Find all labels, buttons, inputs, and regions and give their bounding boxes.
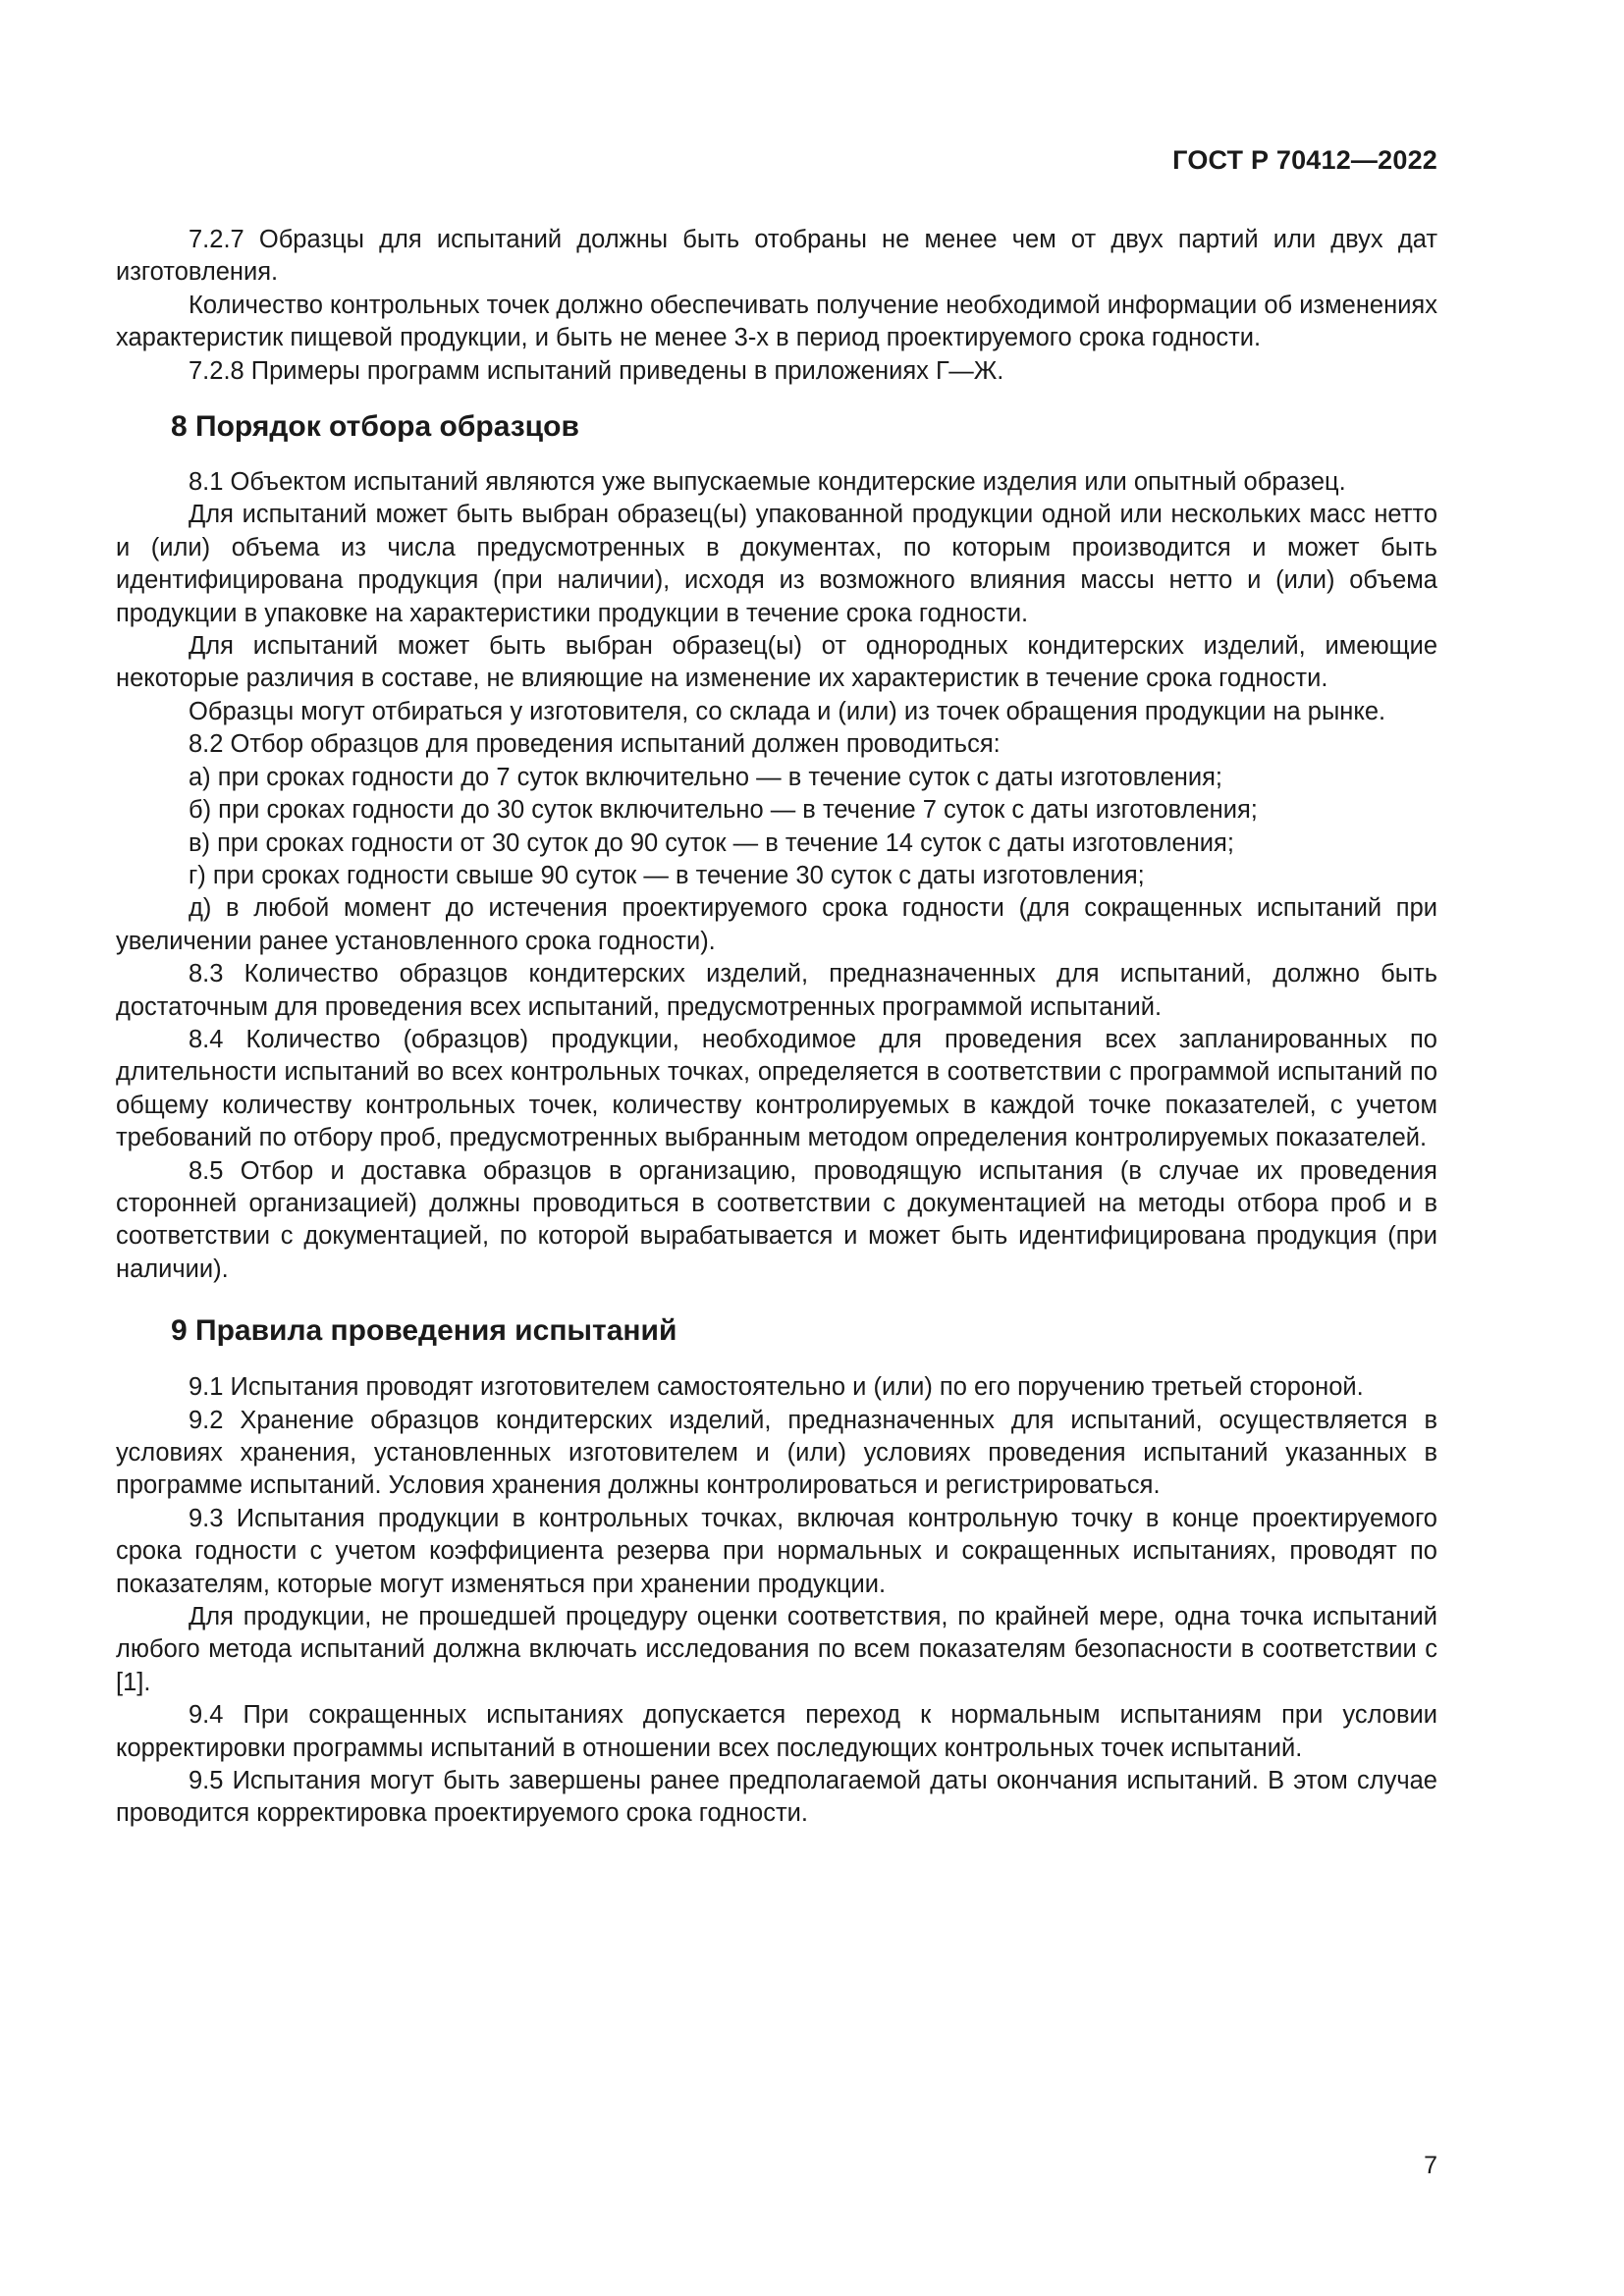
page-number: 7 bbox=[1424, 2152, 1437, 2179]
paragraph-8-2: 8.2 Отбор образцов для проведения испытаний должен проводиться: bbox=[189, 730, 1001, 759]
paragraph-7-2-8: 7.2.8 Примеры программ испытаний приведены в приложениях Г—Ж. bbox=[189, 356, 1004, 385]
paragraph-8-5: 8.5 Отбор и доставка образцов в организацию, проводящую испытания (в случае их проведения сторонней организацией) должны проводиться в соответствии с документацией на методы отбора проб и в соответствии с документацией, по которой вырабатывается и может быть идентифицирована продукция (при наличии). bbox=[116, 1156, 1437, 1283]
paragraph-sampling-sources: Образцы могут отбираться у изготовителя, со склада и (или) из точек обращения продукции на рынке. bbox=[189, 697, 1386, 725]
paragraph-packaged-samples: Для испытаний может быть выбран образец(ы) упакованной продукции одной или нескольких масс нетто и (или) объема из числа предусмотренных в документах, по которым производится и может быть идентифицирована продукция (при наличии), исходя из возможного влияния массы нетто и (или) объема продукции в упаковке на характеристики продукции в течение срока годности. bbox=[116, 501, 1437, 627]
list-item-b: б) при сроках годности до 30 суток включительно — в течение 7 суток с даты изготовления; bbox=[189, 796, 1258, 825]
paragraph-homogeneous-samples: Для испытаний может быть выбран образец(ы) от однородных кондитерских изделий, имеющие некоторые различия в составе, не влияющие на изменение их характеристик в течение срока годности. bbox=[116, 632, 1437, 693]
document-code-header: ГОСТ Р 70412—2022 bbox=[1172, 145, 1437, 175]
paragraph-control-points: Количество контрольных точек должно обеспечивать получение необходимой информации об изменениях характеристик пищевой продукции, и быть не менее 3-х в период проектируемого срока годности. bbox=[116, 291, 1437, 352]
section-heading-9: 9 Правила проведения испытаний bbox=[171, 1314, 677, 1348]
paragraph-8-4: 8.4 Количество (образцов) продукции, необходимое для проведения всех запланированных по длительности испытаний во всех контрольных точках, определяется в соответствии с программой испытаний по общему количеству контрольных точек, количеству контролируемых в каждой точке показателей, с учетом требований по отбору проб, предусмотренных выбранным методом определения контролируемых показателей. bbox=[116, 1025, 1437, 1152]
paragraph-8-3: 8.3 Количество образцов кондитерских изделий, предназначенных для испытаний, должно быть достаточным для проведения всех испытаний, предусмотренных программой испытаний. bbox=[116, 960, 1437, 1021]
paragraph-7-2-7: 7.2.7 Образцы для испытаний должны быть отобраны не менее чем от двух партий или двух дат изготовления. bbox=[116, 226, 1437, 287]
section-heading-8: 8 Порядок отбора образцов bbox=[171, 410, 579, 444]
list-item-g: г) при сроках годности свыше 90 суток — в течение 30 суток с даты изготовления; bbox=[189, 861, 1145, 889]
list-item-d: д) в любой момент до истечения проектируемого срока годности (для сокращенных испытаний при увеличении ранее установленного срока годности). bbox=[116, 894, 1437, 955]
document-body bbox=[116, 224, 1437, 1831]
list-item-a: а) при сроках годности до 7 суток включительно — в течение суток с даты изготовления; bbox=[189, 763, 1222, 791]
paragraph-9-3: 9.3 Испытания продукции в контрольных точках, включая контрольную точку в конце проектируемого срока годности с учетом коэффициента резерва при нормальных и сокращенных испытаниях, проводят по показателям, которые могут изменяться при хранении продукции. bbox=[116, 1504, 1437, 1598]
paragraph-9-2: 9.2 Хранение образцов кондитерских изделий, предназначенных для испытаний, осуществляется в условиях хранения, установленных изготовителем и (или) условиях проведения испытаний указанных в программе испытаний. Условия хранения должны контролироваться и регистрироваться. bbox=[116, 1406, 1437, 1500]
paragraph-9-5: 9.5 Испытания могут быть завершены ранее предполагаемой даты окончания испытаний. В этом случае проводится корректировка проектируемого срока годности. bbox=[116, 1767, 1437, 1828]
paragraph-9-1: 9.1 Испытания проводят изготовителем самостоятельно и (или) по его поручению третьей стороной. bbox=[189, 1373, 1364, 1402]
list-item-v: в) при сроках годности от 30 суток до 90 суток — в течение 14 суток с даты изготовления; bbox=[189, 828, 1234, 857]
paragraph-9-4: 9.4 При сокращенных испытаниях допускается переход к нормальным испытаниям при условии корректировки программы испытаний в отношении всех последующих контрольных точек испытаний. bbox=[116, 1701, 1437, 1762]
paragraph-safety-indicators: Для продукции, не прошедшей процедуру оценки соответствия, по крайней мере, одна точка испытаний любого метода испытаний должна включать исследования по всем показателям безопасности в соответствии с [1]. bbox=[116, 1603, 1437, 1696]
paragraph-8-1: 8.1 Объектом испытаний являются уже выпускаемые кондитерские изделия или опытный образец. bbox=[189, 468, 1346, 497]
